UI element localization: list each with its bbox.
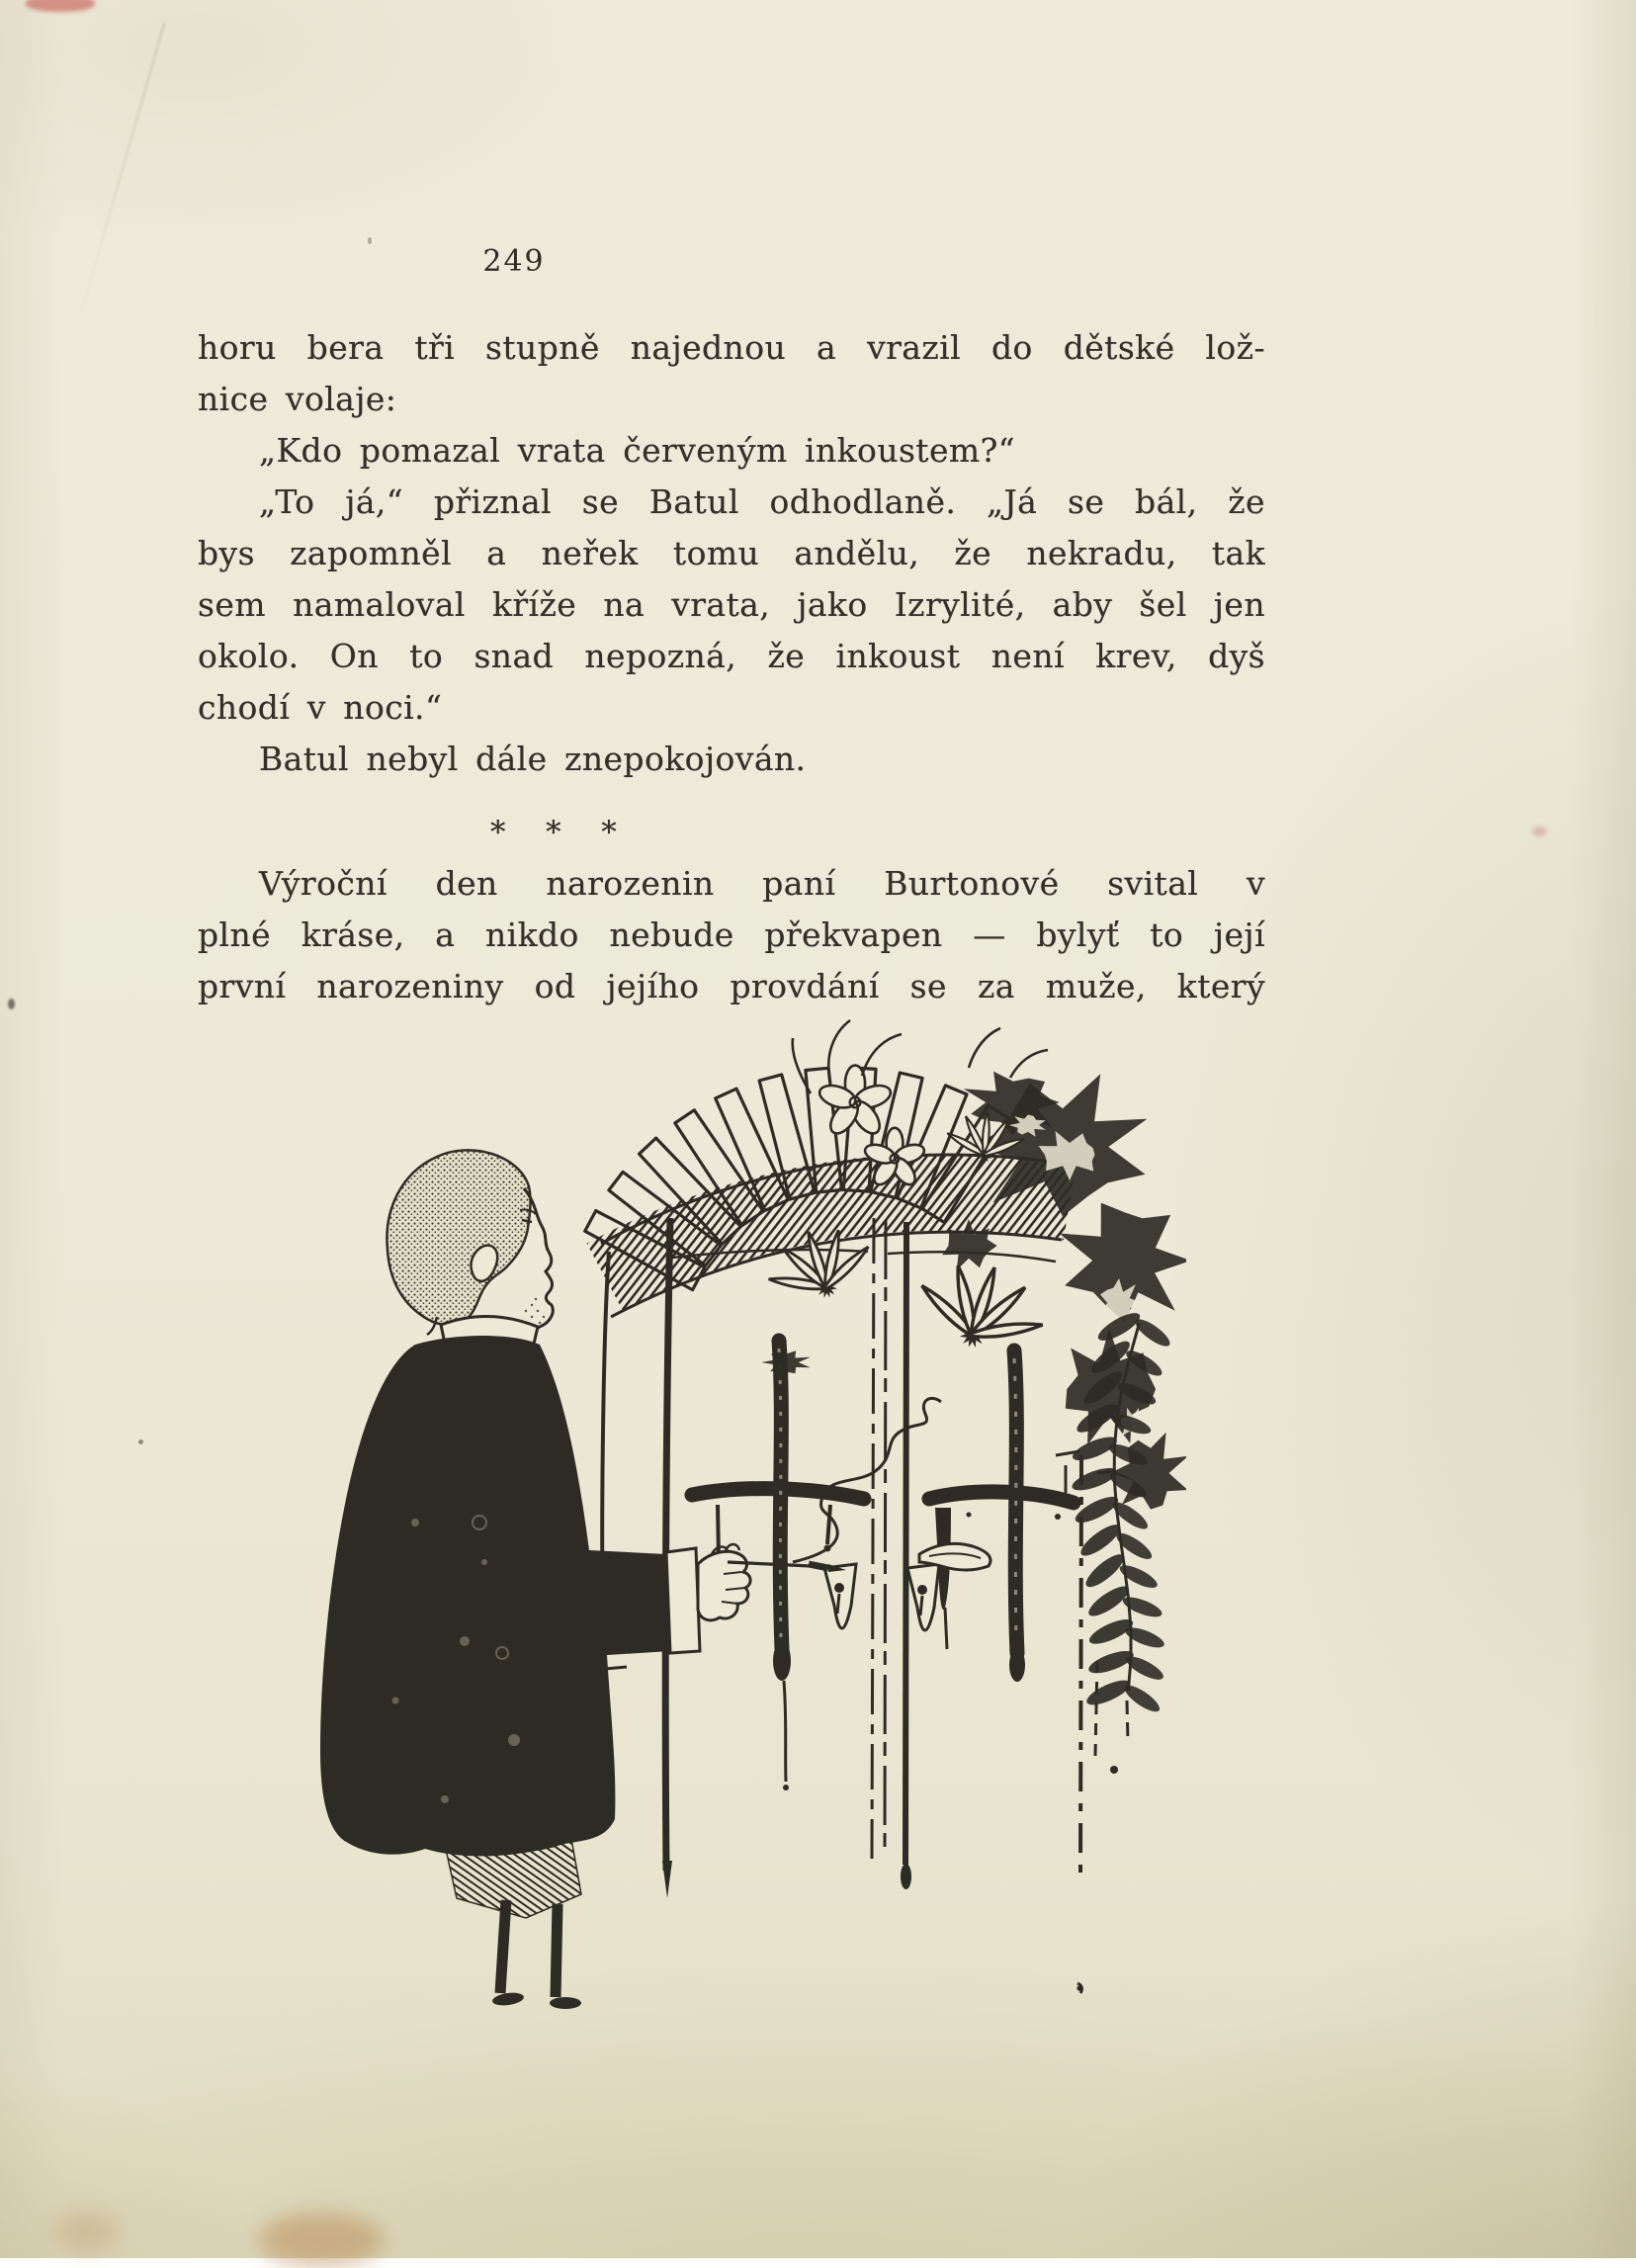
paper-stain (259, 2213, 384, 2268)
text-line: plné kráse, a nikdo nebude překvapen — bylyť to její (198, 916, 1265, 954)
text-line: „Kdo pomazal vrata červeným inkoustem?“ (259, 431, 1015, 470)
left-leg (500, 1900, 506, 1993)
long-paint-drip (905, 1222, 906, 1865)
painted-crosses (692, 1341, 1074, 1790)
text-line: první narozeniny od jejího provdání se za muže, který (198, 967, 1265, 1005)
right-foot (550, 1997, 581, 2009)
text-line: horu bera tři stupně najednou a vrazil do dětské lož- (198, 328, 1265, 367)
text-line: sem namaloval kříže na vrata, jako Izrylité, aby šel jen (198, 585, 1265, 624)
text-line: Výroční den narozenin paní Burtonové svital v (259, 864, 1265, 903)
shirt-cuff (666, 1548, 700, 1653)
paper-stain (26, 0, 95, 12)
stippled-hair (387, 1150, 530, 1325)
text-line: bys zapomněl a neřek tomu andělu, že nekradu, tak (198, 534, 1265, 572)
vine-stem-dashes (1095, 1661, 1097, 1756)
section-separator: * * * (490, 815, 618, 850)
text-line: chodí v noci.“ (198, 688, 443, 727)
beard-stubble (525, 1298, 545, 1324)
paper-speck (1532, 827, 1547, 836)
gate-structure (585, 1068, 1115, 1993)
text-line: Batul nebyl dále znepokojován. (259, 740, 807, 778)
paper-speck (368, 237, 372, 244)
paper-stain (55, 2211, 119, 2252)
left-door-edge (665, 1218, 670, 1871)
paper-speck (8, 999, 15, 1009)
body-text (198, 322, 1265, 1012)
illustration-man-painting-crosses (277, 1008, 1186, 2037)
wavy-paint-line (793, 1398, 941, 1562)
left-foot (491, 1991, 524, 2007)
text-line: nice volaje: (198, 380, 397, 418)
right-leg (556, 1904, 558, 1997)
text-line: „To já,“ přiznal se Batul odhodlaně. „Já se bál, že (259, 482, 1265, 521)
man-figure (320, 1150, 846, 2009)
page-number: 249 (482, 244, 546, 279)
text-line: okolo. On to snad nepozná, že inkoust není krev, dyš (198, 637, 1265, 675)
paper-speck (138, 1439, 143, 1444)
paper-crease (74, 22, 166, 336)
door-gap-line (872, 1218, 874, 1859)
cloak (320, 1336, 670, 1856)
